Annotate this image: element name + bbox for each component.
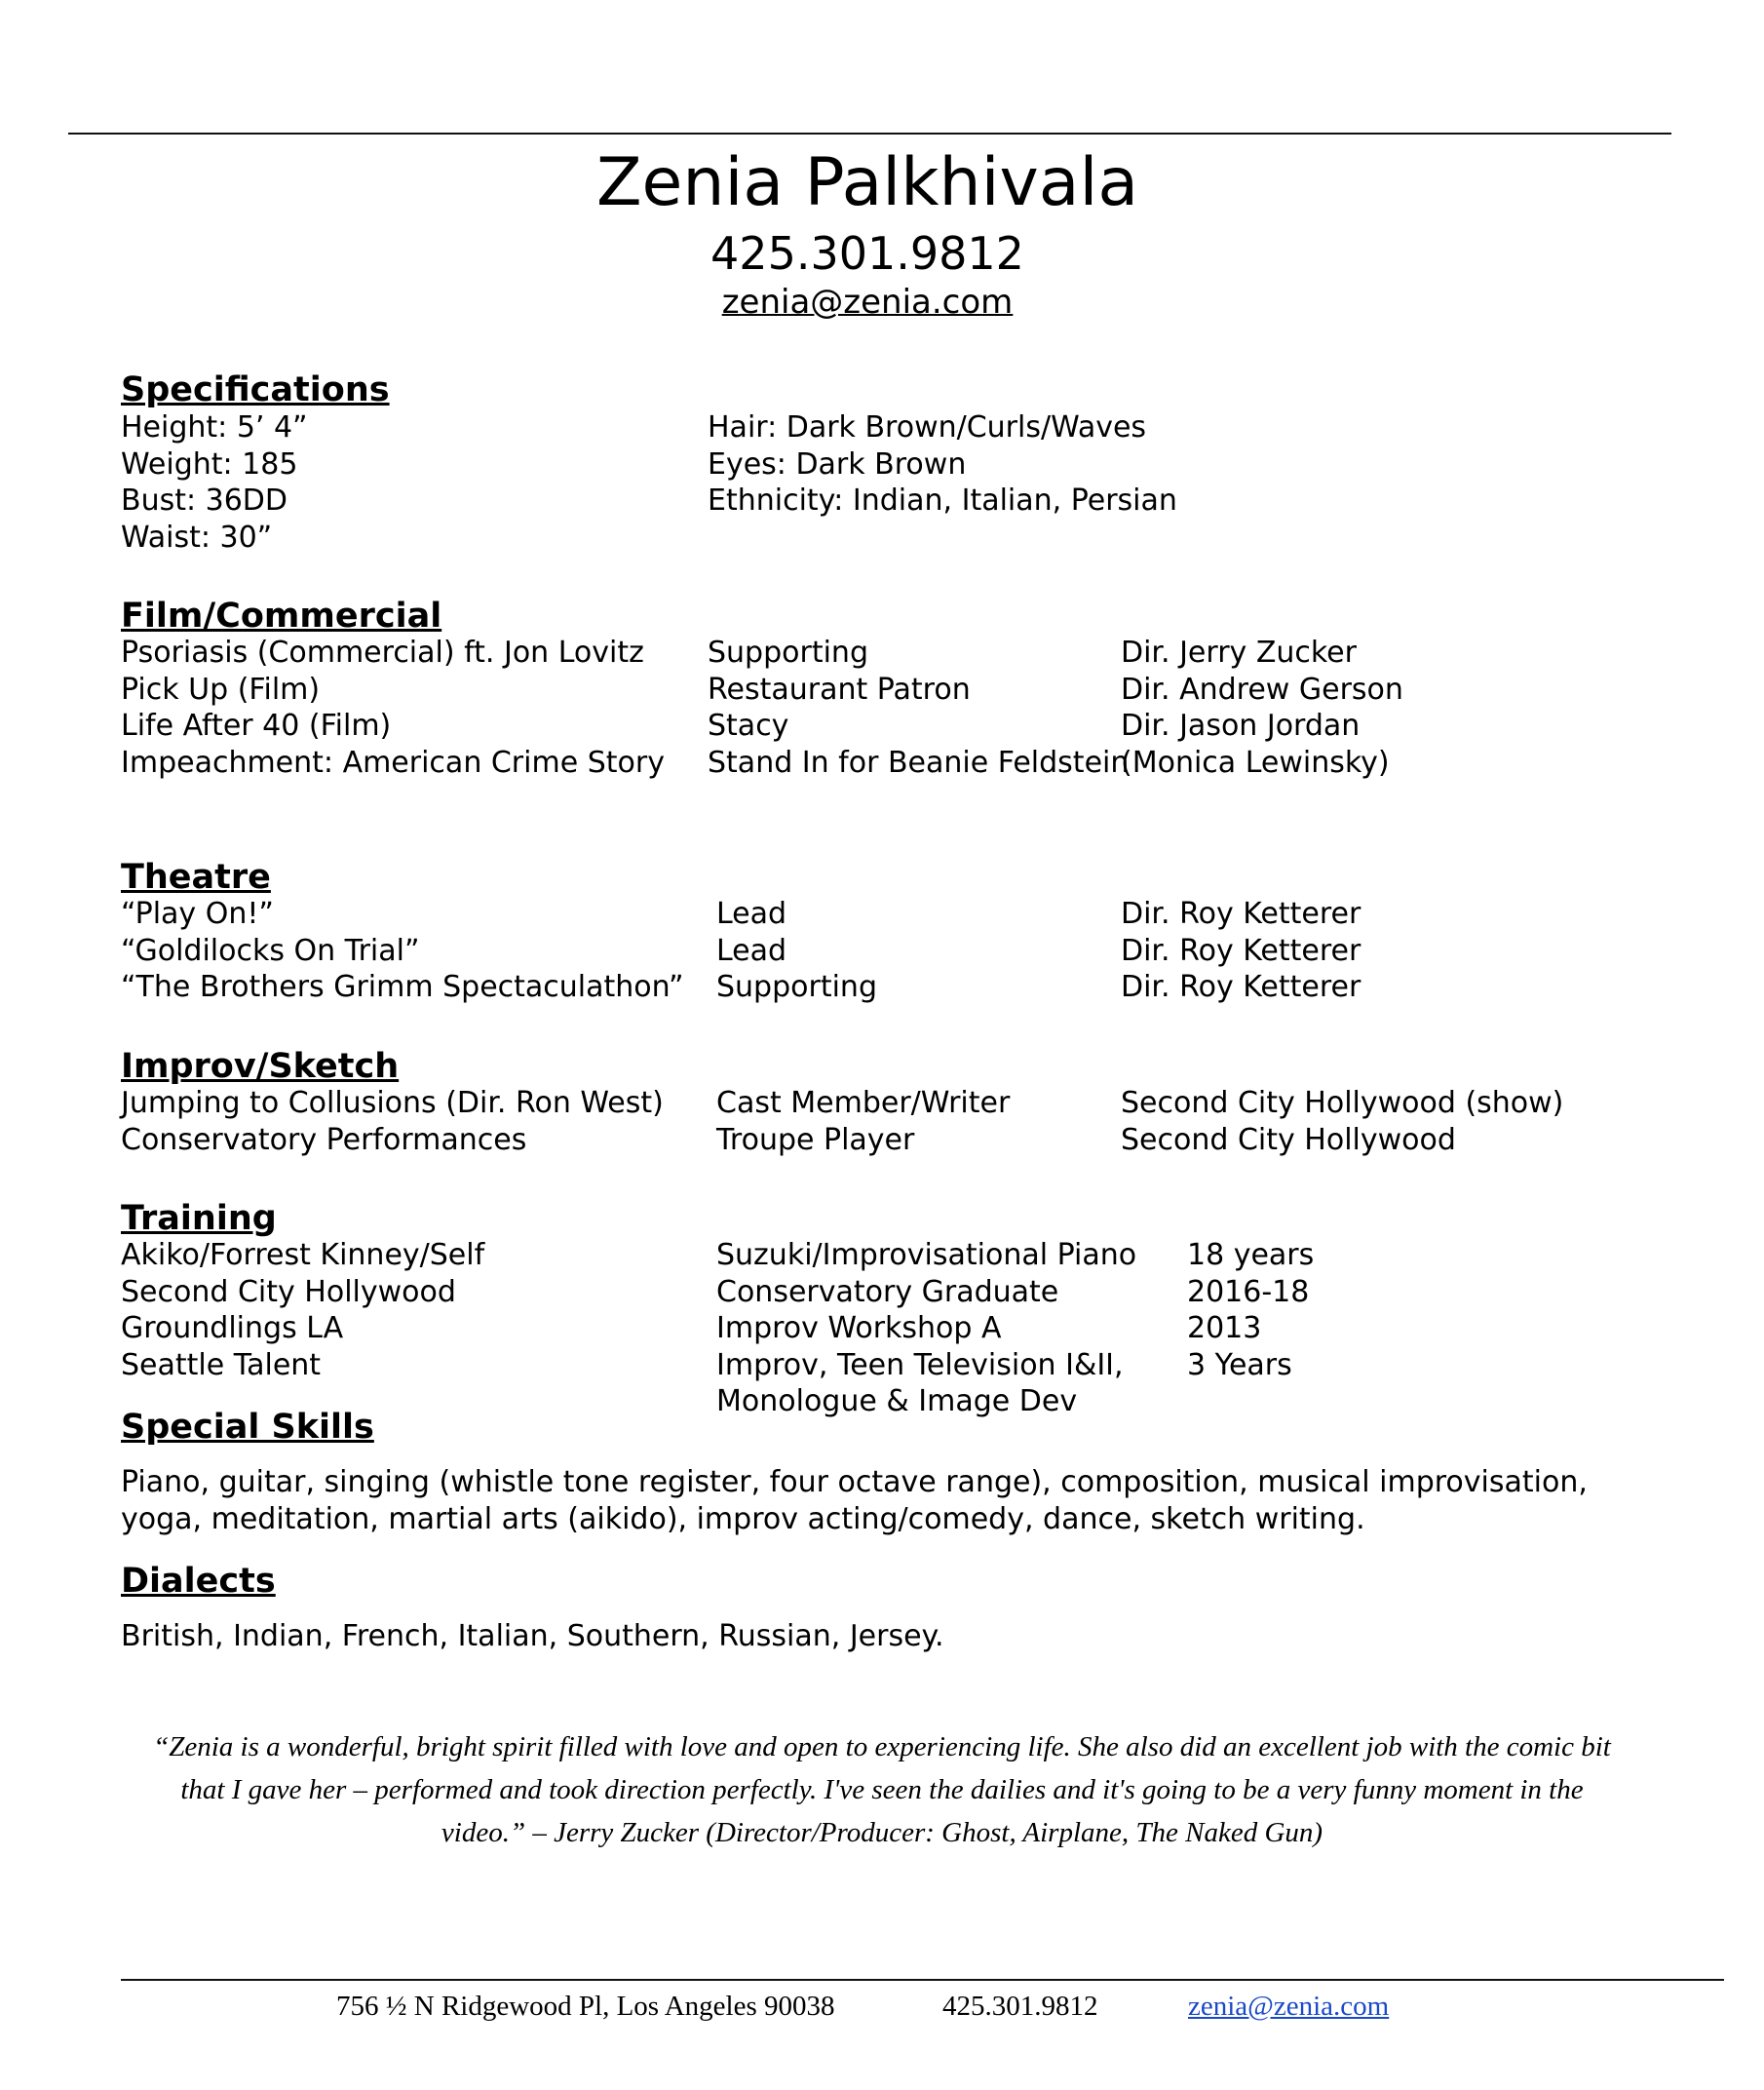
spec-row bbox=[0, 446, 1764, 484]
training-row-cell-3: 2013 bbox=[1187, 1311, 1262, 1345]
section-title-dialects: Dialects bbox=[121, 1562, 276, 1601]
film-row-cell-3: Dir. Jerry Zucker bbox=[1121, 636, 1357, 670]
theatre-row bbox=[0, 969, 1764, 1006]
theatre-row-cell-1: “Play On!” bbox=[121, 897, 274, 931]
training-row-cell-2: Conservatory Graduate bbox=[716, 1274, 1059, 1309]
bottom-divider bbox=[121, 1979, 1724, 1981]
film-row bbox=[0, 708, 1764, 745]
training-row bbox=[0, 1347, 1764, 1384]
theatre-row bbox=[0, 933, 1764, 970]
training-row-cell-3: 3 Years bbox=[1187, 1347, 1292, 1382]
section-title-specifications: Specifications bbox=[121, 370, 390, 409]
improv-row-cell-2: Troupe Player bbox=[716, 1122, 915, 1157]
footer-email-link[interactable]: zenia@zenia.com bbox=[1188, 1991, 1390, 2022]
theatre-row-cell-2: Lead bbox=[716, 897, 787, 931]
spec-row-cell-1: Height: 5’ 4” bbox=[121, 410, 308, 445]
film-row-cell-1: Impeachment: American Crime Story bbox=[121, 745, 665, 780]
improv-row-cell-3: Second City Hollywood (show) bbox=[1121, 1086, 1564, 1120]
header-phone: 425.301.9812 bbox=[710, 227, 1024, 280]
training-row-cell-2: Improv Workshop A bbox=[716, 1311, 1002, 1345]
section-title-improv: Improv/Sketch bbox=[121, 1047, 400, 1086]
testimonial-quote: “Zenia is a wonderful, bright spirit filled with love and open to experiencing life. She also did an excellent job with the comic bit that I gave her – performed and took direction perfectly. I've seen the dailies and it's going to be a very funny moment in the video.” – Jerry Zucker (Director/Producer: Ghost, Airplane, The Naked Gun) bbox=[153, 1731, 1611, 1848]
training-row-cell-3: 18 years bbox=[1187, 1238, 1315, 1272]
spec-row bbox=[0, 409, 1764, 446]
top-divider bbox=[68, 133, 1671, 135]
section-title-theatre: Theatre bbox=[121, 858, 271, 897]
training-row bbox=[0, 1310, 1764, 1347]
film-row-cell-2: Stacy bbox=[708, 709, 789, 743]
training-row-cell-1: Second City Hollywood bbox=[121, 1274, 456, 1309]
spec-row-cell-2: Ethnicity: Indian, Italian, Persian bbox=[708, 484, 1177, 518]
applicant-name: Zenia Palkhivala bbox=[595, 144, 1139, 221]
training-row-cell-2: Suzuki/Improvisational Piano bbox=[716, 1238, 1137, 1272]
training-row-cell-3: 2016-18 bbox=[1187, 1274, 1310, 1309]
spec-row-cell-2: Hair: Dark Brown/Curls/Waves bbox=[708, 410, 1147, 445]
film-row-cell-1: Pick Up (Film) bbox=[121, 672, 321, 707]
theatre-row-cell-2: Lead bbox=[716, 933, 787, 968]
film-row bbox=[0, 672, 1764, 709]
improv-row bbox=[0, 1085, 1764, 1122]
spec-row bbox=[0, 483, 1764, 520]
improv-row bbox=[0, 1122, 1764, 1159]
improv-row-cell-3: Second City Hollywood bbox=[1121, 1122, 1456, 1157]
footer-address: 756 ½ N Ridgewood Pl, Los Angeles 90038 bbox=[336, 1991, 835, 2022]
section-title-training: Training bbox=[121, 1199, 277, 1238]
training-row-cell-1: Akiko/Forrest Kinney/Self bbox=[121, 1238, 485, 1272]
spec-row-cell-2: Eyes: Dark Brown bbox=[708, 446, 967, 482]
theatre-row-cell-1: “The Brothers Grimm Spectaculathon” bbox=[121, 970, 684, 1004]
theatre-row-cell-3: Dir. Roy Ketterer bbox=[1121, 897, 1361, 931]
film-row-cell-1: Psoriasis (Commercial) ft. Jon Lovitz bbox=[121, 636, 644, 670]
film-row-cell-1: Life After 40 (Film) bbox=[121, 709, 392, 743]
spec-row-cell-1: Waist: 30” bbox=[121, 520, 273, 555]
training-row-cell-2: Monologue & Image Dev bbox=[716, 1384, 1078, 1418]
theatre-row-cell-3: Dir. Roy Ketterer bbox=[1121, 933, 1361, 968]
training-row bbox=[0, 1237, 1764, 1274]
header-email-wrap bbox=[0, 281, 1735, 324]
theatre-row bbox=[0, 896, 1764, 933]
film-row-cell-3: Dir. Andrew Gerson bbox=[1121, 672, 1403, 707]
training-row bbox=[0, 1274, 1764, 1311]
theatre-row-cell-2: Supporting bbox=[716, 970, 877, 1004]
training-row-cell-2: Improv, Teen Television I&II, bbox=[716, 1347, 1124, 1382]
header-email-link[interactable]: zenia@zenia.com bbox=[721, 283, 1014, 322]
dialects-text: British, Indian, French, Italian, Southern, Russian, Jersey. bbox=[121, 1619, 944, 1653]
footer-phone: 425.301.9812 bbox=[942, 1991, 1098, 2022]
spec-row-cell-1: Bust: 36DD bbox=[121, 484, 288, 518]
improv-row-cell-1: Jumping to Collusions (Dir. Ron West) bbox=[121, 1086, 664, 1120]
improv-row-cell-1: Conservatory Performances bbox=[121, 1122, 527, 1157]
training-row-cell-1: Seattle Talent bbox=[121, 1347, 322, 1382]
special-skills-text: Piano, guitar, singing (whistle tone register, four octave range), composition, musical improvisation, yoga, meditation, martial arts (aikido), improv acting/comedy, dance, sketch writing. bbox=[121, 1465, 1588, 1536]
film-row-cell-2: Stand In for Beanie Feldstein bbox=[708, 745, 1130, 780]
spec-row bbox=[0, 520, 1764, 557]
film-row-cell-3: (Monica Lewinsky) bbox=[1121, 745, 1390, 780]
footer bbox=[0, 1987, 1764, 2026]
training-row-cell-1: Groundlings LA bbox=[121, 1311, 344, 1345]
section-title-film: Film/Commercial bbox=[121, 597, 442, 636]
film-row-cell-2: Restaurant Patron bbox=[708, 672, 971, 707]
improv-row-cell-2: Cast Member/Writer bbox=[716, 1086, 1011, 1120]
film-row bbox=[0, 745, 1764, 782]
section-title-special-skills: Special Skills bbox=[121, 1408, 374, 1447]
film-row-cell-2: Supporting bbox=[708, 636, 868, 670]
film-row-cell-3: Dir. Jason Jordan bbox=[1121, 709, 1361, 743]
theatre-row-cell-1: “Goldilocks On Trial” bbox=[121, 933, 420, 968]
film-row bbox=[0, 635, 1764, 672]
theatre-row-cell-3: Dir. Roy Ketterer bbox=[1121, 970, 1361, 1004]
spec-row-cell-1: Weight: 185 bbox=[121, 446, 298, 482]
